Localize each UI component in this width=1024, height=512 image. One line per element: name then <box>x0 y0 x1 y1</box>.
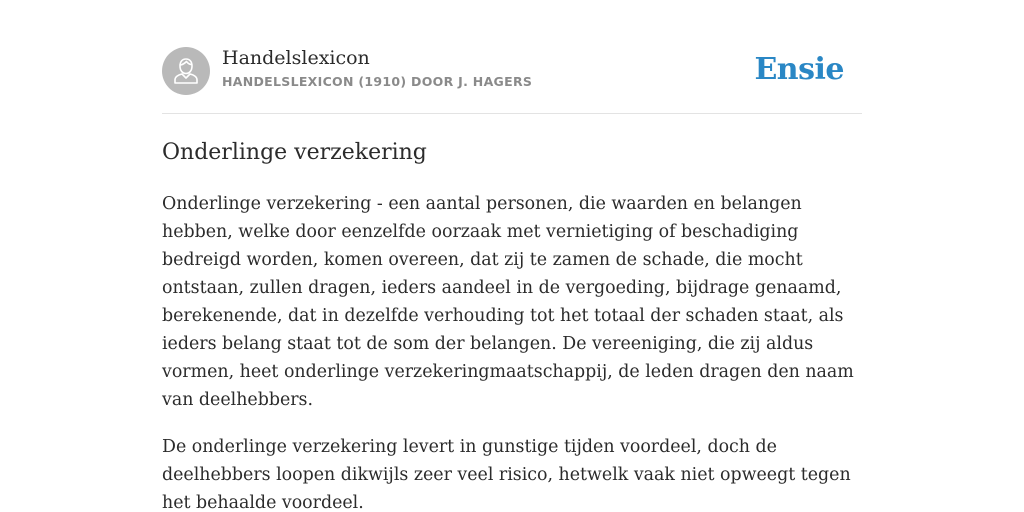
article-paragraph-1: Onderlinge verzekering - een aantal personen, die waarden en belangen hebben, welke door eenzelfde oorzaak met vernietiging of beschadiging bedreigd worden, komen overeen, dat zij te zamen de schade, die mocht ontstaan, zullen dragen, ieders aandeel in de vergoeding, bijdrage genaamd, berekenende, dat in dezelfde verhouding tot het totaal der schaden staat, als ieders belang staat tot de som der belangen. De vereeniging, die zij aldus vormen, heet onderlinge verzekeringmaatschappij, de leden dragen den naam van deelhebbers. <box>162 194 854 410</box>
article-body <box>162 190 864 512</box>
article-paragraph-2: De onderlinge verzekering levert in gunstige tijden voordeel, doch de deelhebbers loopen dikwijls zeer veel risico, hetwelk vaak niet opweegt tegen het behaalde voordeel. <box>162 437 851 512</box>
header-divider <box>162 113 862 114</box>
user-avatar-icon[interactable] <box>162 47 210 95</box>
source-subtitle: HANDELSLEXICON (1910) DOOR J. HAGERS <box>222 74 533 89</box>
brand-logo[interactable]: Ensie <box>754 52 844 87</box>
article-title: Onderlinge verzekering <box>162 140 427 165</box>
source-name[interactable]: Handelslexicon <box>222 47 370 69</box>
source-header <box>162 46 862 96</box>
